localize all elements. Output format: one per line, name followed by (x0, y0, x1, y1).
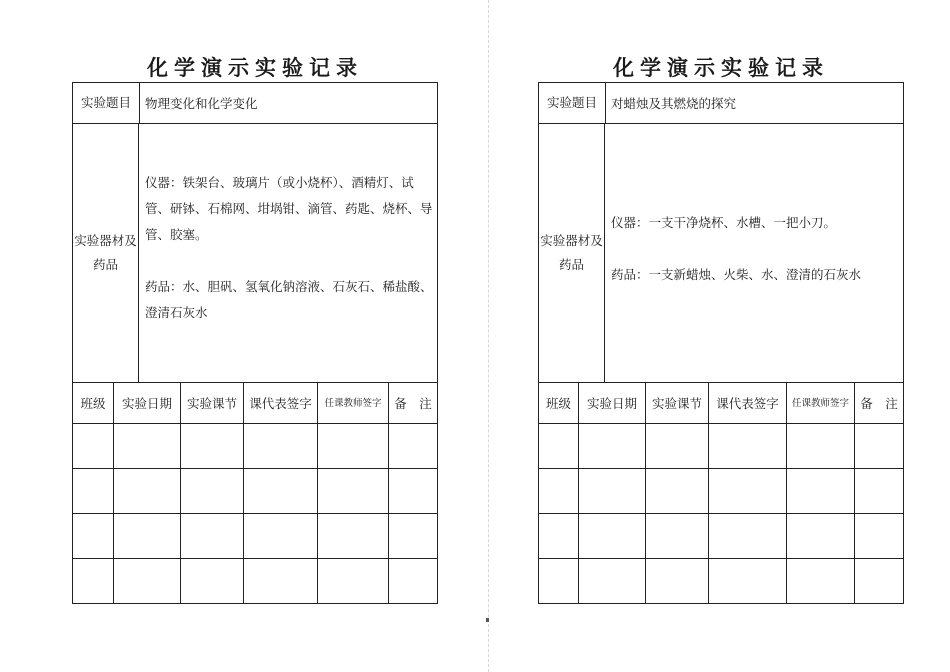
record-table (72, 82, 438, 604)
page-marker (486, 618, 489, 622)
table-cell[interactable] (855, 424, 903, 469)
col-header-date: 实验日期 (579, 383, 646, 424)
col-header-notes: 备 注 (389, 383, 437, 424)
table-cell[interactable] (389, 469, 437, 514)
table-cell[interactable] (73, 424, 114, 469)
chemicals-text: 药品：水、胆矾、氢氧化钠溶液、石灰石、稀盐酸、澄清石灰水 (145, 279, 433, 320)
equipment-content (139, 124, 437, 382)
col-header-class: 班级 (539, 383, 579, 424)
chemicals-text: 药品：一支新蜡烛、火柴、水、澄清的石灰水 (611, 267, 862, 282)
table-cell[interactable] (855, 514, 903, 559)
table-cell[interactable] (389, 424, 437, 469)
table-cell[interactable] (579, 424, 646, 469)
table-cell[interactable] (181, 424, 244, 469)
table-cell[interactable] (244, 514, 318, 559)
equipment-row (73, 124, 437, 383)
table-cell[interactable] (855, 559, 903, 603)
table-cell[interactable] (318, 469, 389, 514)
table-cell[interactable] (646, 424, 709, 469)
table-cell[interactable] (114, 469, 181, 514)
col-header-period: 实验课节 (181, 383, 244, 424)
table-cell[interactable] (709, 514, 787, 559)
record-table (538, 82, 904, 604)
table-cell[interactable] (389, 514, 437, 559)
table-cell[interactable] (646, 514, 709, 559)
table-cell[interactable] (318, 559, 389, 603)
instruments-text: 仪器：一支干净烧杯、水槽、一把小刀。 (611, 215, 837, 230)
table-cell[interactable] (855, 469, 903, 514)
col-header-notes: 备 注 (855, 383, 903, 424)
table-cell[interactable] (389, 559, 437, 603)
table-cell[interactable] (539, 469, 579, 514)
signoff-grid (73, 383, 437, 603)
topic-row (539, 83, 903, 124)
table-cell[interactable] (709, 469, 787, 514)
table-cell[interactable] (73, 514, 114, 559)
table-cell[interactable] (646, 559, 709, 603)
topic-row (73, 83, 437, 124)
instruments-text: 仪器：铁架台、玻璃片（或小烧杯）、酒精灯、试管、研钵、石棉网、坩埚钳、滴管、药匙、烧杯、导管、胶塞。 (145, 175, 433, 242)
table-cell[interactable] (579, 514, 646, 559)
page-divider (488, 0, 489, 672)
table-cell[interactable] (787, 469, 855, 514)
table-cell[interactable] (539, 514, 579, 559)
record-sheet-1 (72, 54, 438, 604)
equipment-label: 实验器材及药品 (539, 124, 605, 382)
col-header-class: 班级 (73, 383, 114, 424)
equipment-content (605, 124, 903, 382)
table-cell[interactable] (114, 424, 181, 469)
table-cell[interactable] (709, 424, 787, 469)
table-cell[interactable] (181, 514, 244, 559)
table-cell[interactable] (114, 559, 181, 603)
col-header-teacher-signature: 任课教师签字 (318, 383, 389, 424)
table-cell[interactable] (579, 559, 646, 603)
table-cell[interactable] (181, 469, 244, 514)
table-cell[interactable] (244, 559, 318, 603)
table-cell[interactable] (318, 514, 389, 559)
sheet-title: 化学演示实验记录 (613, 56, 829, 80)
table-cell[interactable] (787, 514, 855, 559)
sheet-title: 化学演示实验记录 (147, 56, 363, 80)
col-header-rep-signature: 课代表签字 (709, 383, 787, 424)
table-cell[interactable] (539, 559, 579, 603)
table-cell[interactable] (244, 424, 318, 469)
col-header-teacher-signature: 任课教师签字 (787, 383, 855, 424)
topic-value: 对蜡烛及其燃烧的探究 (611, 96, 737, 111)
table-cell[interactable] (539, 424, 579, 469)
table-cell[interactable] (244, 469, 318, 514)
table-cell[interactable] (318, 424, 389, 469)
col-header-date: 实验日期 (114, 383, 181, 424)
table-cell[interactable] (114, 514, 181, 559)
topic-label: 实验题目 (73, 83, 140, 123)
col-header-period: 实验课节 (646, 383, 709, 424)
col-header-rep-signature: 课代表签字 (244, 383, 318, 424)
equipment-row (539, 124, 903, 383)
topic-value: 物理变化和化学变化 (145, 96, 258, 111)
table-cell[interactable] (646, 469, 709, 514)
table-cell[interactable] (73, 469, 114, 514)
table-cell[interactable] (787, 559, 855, 603)
record-sheet-2 (538, 54, 904, 604)
table-cell[interactable] (579, 469, 646, 514)
equipment-label: 实验器材及药品 (73, 124, 139, 382)
signoff-grid (539, 383, 903, 603)
table-cell[interactable] (181, 559, 244, 603)
topic-label: 实验题目 (539, 83, 606, 123)
table-cell[interactable] (709, 559, 787, 603)
table-cell[interactable] (73, 559, 114, 603)
table-cell[interactable] (787, 424, 855, 469)
